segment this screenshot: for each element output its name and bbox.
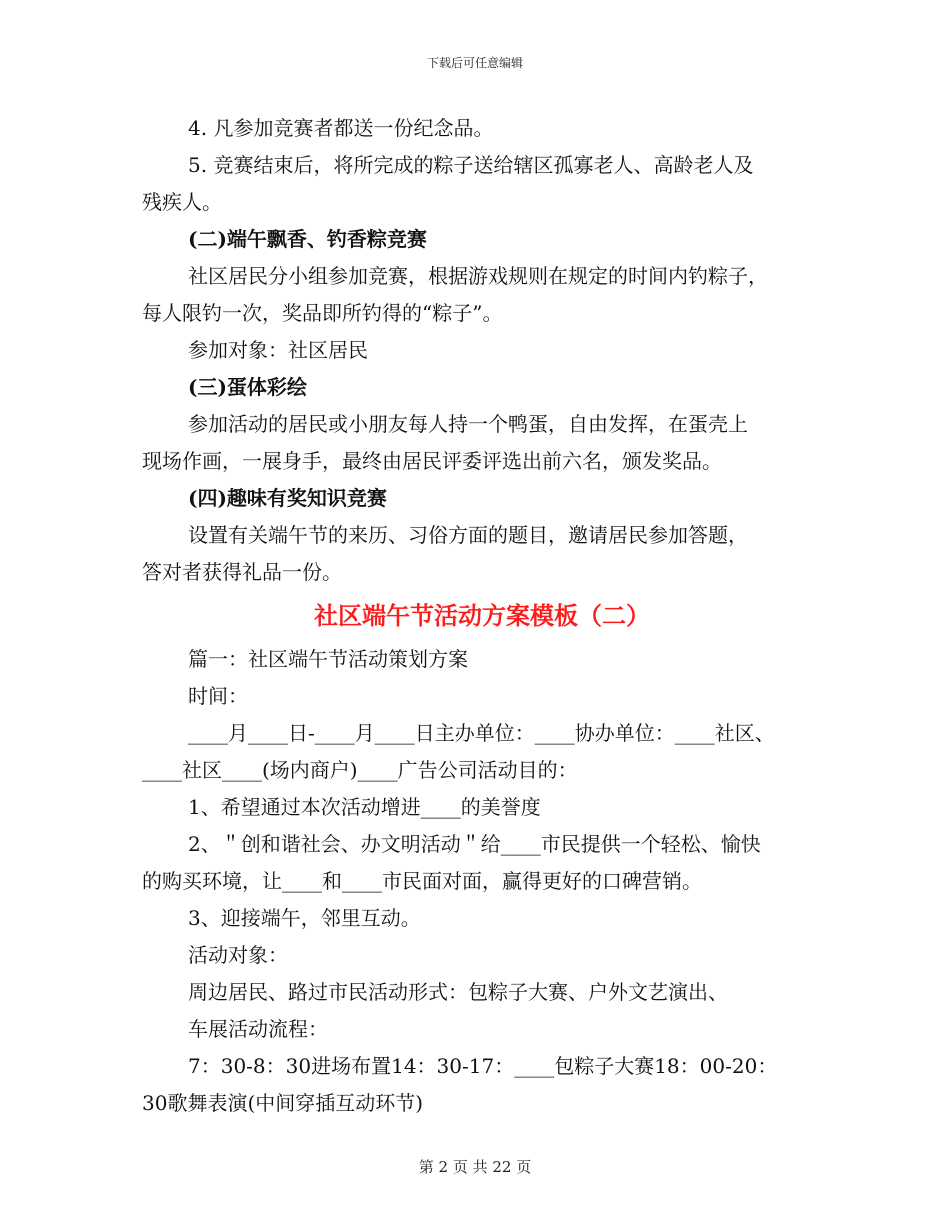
info-line: ____月____日-____月____日主办单位：____协办单位：____社区、 [188, 721, 775, 745]
paragraph-3: 参加活动的居民或小朋友每人持一个鸭蛋，自由发挥，在蛋壳上 [188, 412, 748, 436]
time-label: 时间： [188, 684, 248, 708]
goal-3: 3、迎接端午，邻里互动。 [188, 906, 421, 930]
list-item-5-cont: 残疾人。 [142, 190, 222, 214]
info-line-cont: ____社区____(场内商户)____广告公司活动目的： [142, 758, 578, 782]
page-footer: 第 2 页 共 22 页 [418, 1158, 532, 1176]
paragraph-2: 社区居民分小组参加竞赛，根据游戏规则在规定的时间内钓粽子， [188, 264, 768, 288]
paragraph-4-cont: 答对者获得礼品一份。 [142, 560, 342, 584]
subheading: 篇一：社区端午节活动策划方案 [188, 647, 468, 671]
audience-text: 周边居民、路过市民活动形式：包粽子大赛、户外文艺演出、 [188, 980, 728, 1004]
list-item-4: 4. 凡参加竞赛者都送一份纪念品。 [188, 116, 494, 140]
list-item-5: 5. 竞赛结束后，将所完成的粽子送给辖区孤寡老人、高龄老人及 [188, 153, 754, 177]
document-body [142, 110, 822, 1122]
schedule-line-cont: 30歌舞表演(中间穿插互动环节) [142, 1091, 424, 1115]
goal-1: 1、希望通过本次活动增进____的美誉度 [188, 795, 541, 819]
paragraph-4: 设置有关端午节的来历、习俗方面的题目，邀请居民参加答题， [188, 523, 748, 547]
goal-2: 2、＂创和谐社会、办文明活动＂给____市民提供一个轻松、愉快 [188, 832, 761, 856]
schedule-line: 7：30-8：30进场布置14：30-17：____包粽子大赛18：00-20： [188, 1054, 778, 1078]
paragraph-2-cont: 每人限钓一次，奖品即所钓得的“粽子”。 [142, 301, 503, 325]
process-label: 车展活动流程： [188, 1017, 328, 1041]
section-title: 社区端午节活动方案模板（二） [314, 601, 650, 630]
page-header: 下载后可任意编辑 [426, 56, 523, 70]
heading-2: (二)端午飘香、钓香粽竞赛 [188, 227, 427, 251]
paragraph-3-cont: 现场作画，一展身手，最终由居民评委评选出前六名，颁发奖品。 [142, 449, 722, 473]
audience-label: 活动对象： [188, 943, 288, 967]
heading-3: (三)蛋体彩绘 [188, 375, 307, 399]
heading-4: (四)趣味有奖知识竞赛 [188, 486, 387, 510]
participants-text: 参加对象：社区居民 [188, 338, 368, 362]
goal-2-cont: 的购买环境，让____和____市民面对面，赢得更好的口碑营销。 [142, 869, 702, 893]
